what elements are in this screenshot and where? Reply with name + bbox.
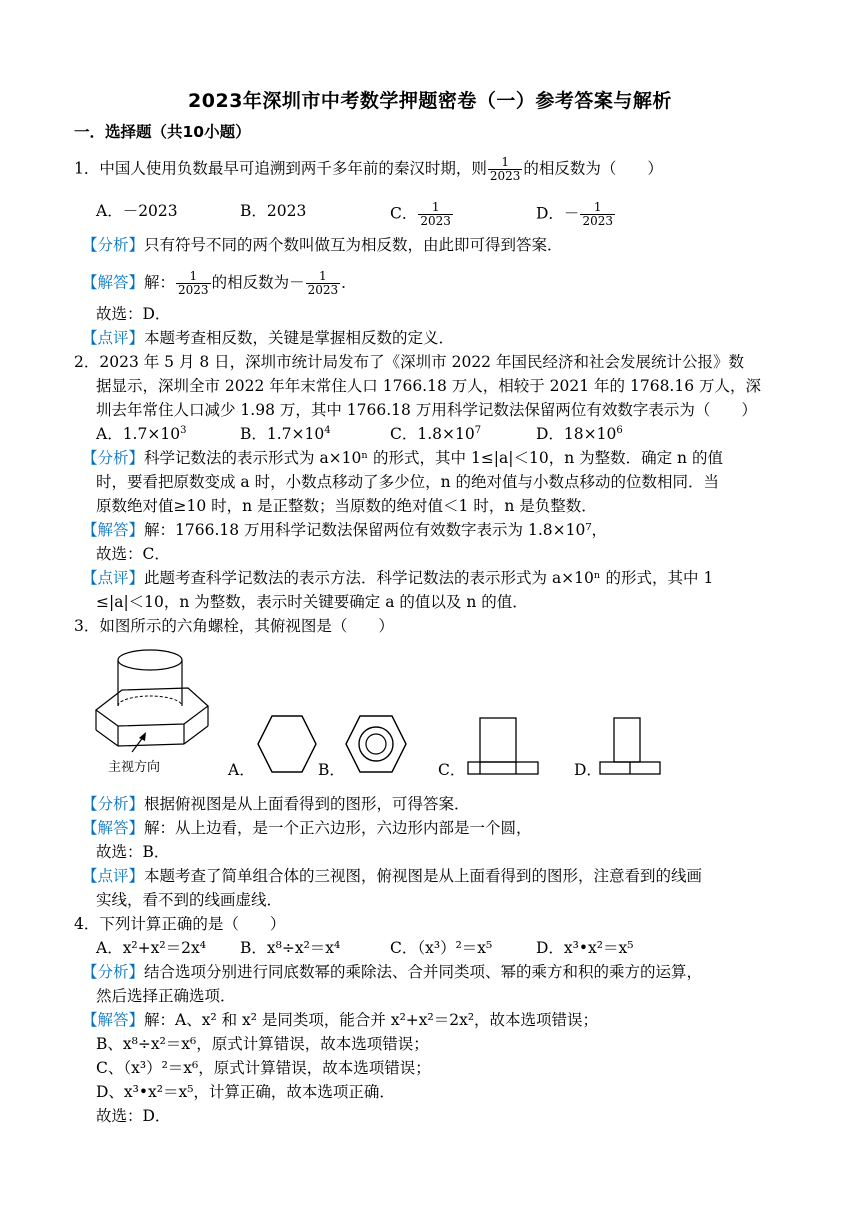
q4-stem: 4．下列计算正确的是（ ） [74, 915, 286, 933]
q2-analysis-text-1: 科学记数法的表示形式为 a×10ⁿ 的形式，其中 1≤|a|＜10，n 为整数．确定 n 的值 [144, 449, 723, 467]
q3-comment-line-2: 实线，看不到的线画虚线． [96, 891, 283, 909]
q1-option-d [536, 201, 616, 228]
q2-option-c-exp: 7 [474, 424, 482, 436]
q2-option-a [96, 424, 186, 444]
q3-comment [82, 866, 702, 886]
comment-tag: 【点评】 [82, 329, 145, 347]
q1-d-denominator: 2023 [582, 214, 613, 228]
answer-tag: 【解答】 [82, 1011, 145, 1029]
q4-option-b: B．x⁸÷x²＝x⁴ [240, 939, 341, 957]
hexagon-option-a [256, 714, 318, 774]
q1-frac-numerator: 1 [488, 156, 523, 170]
q1-ans-denominator: 2023 [178, 283, 209, 297]
q4-choice: 故选：D． [96, 1107, 171, 1125]
q1-fraction [488, 156, 523, 183]
q3-option-d-label: D． [574, 761, 602, 779]
q2-option-b-text: B．1.7×10 [240, 425, 325, 443]
q2-analysis-line-3: 原数绝对值≥10 时，n 是正整数；当原数的绝对值＜1 时，n 是负整数． [96, 497, 597, 515]
q1-option-a: A．－2023 [96, 202, 178, 220]
q1-choice: 故选：D． [96, 305, 171, 323]
answer-tag: 【解答】 [82, 819, 145, 837]
analysis-tag: 【分析】 [82, 963, 145, 981]
page-title: 2023年深圳市中考数学押题密卷（一）参考答案与解析 [188, 90, 672, 112]
q3-answer [82, 818, 532, 838]
q1-answer-end: ． [341, 273, 357, 292]
q4-option-c: C．（x³）²＝x⁵ [390, 939, 493, 957]
q3-option-c-label: C． [438, 761, 466, 779]
q1-ans2-denominator: 2023 [307, 283, 339, 297]
q4-answer-line-c: C、（x³）²＝x⁶，原式计算错误，故本选项错误； [96, 1059, 431, 1077]
q1-ans2-numerator: 1 [306, 270, 341, 284]
q2-analysis [82, 448, 723, 468]
hexagon-with-circle-option-b [344, 714, 408, 774]
q1-d-numerator: 1 [580, 201, 615, 215]
q2-comment [82, 568, 713, 588]
q3-option-b-label: B． [318, 761, 345, 779]
q2-answer [82, 520, 607, 540]
q3-answer-text: 解：从上边看，是一个正六边形，六边形内部是一个圆， [144, 819, 532, 837]
q4-answer-line-b: B、x⁸÷x²＝x⁶，原式计算错误，故本选项错误； [96, 1035, 429, 1053]
q4-option-a: A．x²+x²＝2x⁴ [96, 939, 206, 957]
q1-comment [82, 328, 454, 348]
q4-analysis-text-1: 结合选项分别进行同底数幂的乘除法、合并同类项、幂的乘方和积的乘方的运算， [144, 963, 703, 981]
q4-answer-line-d: D、x³•x²＝x⁵，计算正确，故本选项正确． [96, 1083, 395, 1101]
q2-analysis-line-2: 时，要看把原数变成 a 时，小数点移动了多少位，n 的绝对值与小数点移动的位数相同．当 [96, 473, 720, 491]
q1-answer-prefix: 解： [144, 273, 176, 292]
front-view-option-c [466, 716, 542, 776]
q2-stem-line-2: 据显示，深圳全市 2022 年年末常住人口 1766.18 万人，相较于 2021 年的 1768.16 万人，深 [96, 377, 762, 395]
q1-ans-numerator: 1 [176, 270, 211, 284]
q1-stem-text: 1．中国人使用负数最早可追溯到两千多年前的秦汉时期，则 [74, 159, 487, 178]
q3-option-a-label: A． [228, 761, 255, 779]
q1-option-c-label: C． [390, 204, 418, 223]
side-view-option-d [598, 716, 664, 776]
q1-analysis [82, 235, 563, 255]
analysis-tag: 【分析】 [82, 449, 145, 467]
q2-stem-line-1: 2．2023 年 5 月 8 日，深圳市统计局发布了《深圳市 2022 年国民经济和社会发展统计公报》数 [74, 353, 744, 371]
q1-comment-text: 本题考查相反数，关键是掌握相反数的定义． [144, 329, 455, 347]
q4-analysis [82, 962, 702, 982]
comment-tag: 【点评】 [82, 867, 145, 885]
q2-option-b-exp: 4 [324, 424, 331, 436]
q2-option-d [536, 424, 623, 444]
q2-option-c [390, 424, 481, 444]
q2-option-d-text: D．18×10 [536, 425, 617, 443]
figure-caption: 主视方向 [108, 760, 161, 775]
hex-bolt-figure [92, 644, 222, 764]
q2-comment-line-2: ≤|a|＜10，n 为整数，表示时关键要确定 a 的值以及 n 的值． [96, 593, 528, 611]
q2-option-c-text: C．1.8×10 [390, 425, 475, 443]
q2-comment-text-1: 此题考查科学记数法的表示方法．科学记数法的表示形式为 a×10ⁿ 的形式，其中 1 [144, 569, 714, 587]
q4-answer-text: 解：A、x² 和 x² 是同类项，能合并 x²+x²＝2x²，故本选项错误； [144, 1011, 599, 1029]
q1-answer [82, 270, 357, 297]
answer-tag: 【解答】 [82, 521, 145, 539]
q4-option-d: D．x³•x²＝x⁵ [536, 939, 634, 957]
q3-comment-text-1: 本题考查了简单组合体的三视图，俯视图是从上面看得到的图形，注意看到的线画 [144, 867, 703, 885]
q4-answer [82, 1010, 598, 1030]
q1-answer-mid: 的相反数为－ [211, 273, 305, 292]
q3-analysis-text: 根据俯视图是从上面看得到的图形，可得答案． [144, 795, 470, 813]
q1-stem-end: 的相反数为（ ） [523, 159, 663, 178]
q1-option-d-label: D．－ [536, 204, 580, 223]
section-heading: 一．选择题（共10小题） [74, 123, 251, 141]
analysis-tag: 【分析】 [82, 236, 145, 254]
q2-option-d-exp: 6 [616, 424, 623, 436]
q1-option-c [390, 201, 454, 228]
comment-tag: 【点评】 [82, 569, 145, 587]
q2-answer-text: 解：1766.18 万用科学记数法保留两位有效数字表示为 1.8×10⁷， [144, 521, 608, 539]
q3-choice: 故选：B． [96, 843, 170, 861]
q2-choice: 故选：C． [96, 545, 170, 563]
q1-option-b: B．2023 [240, 202, 307, 220]
q3-stem: 3．如图所示的六角螺栓，其俯视图是（ ） [74, 617, 394, 635]
q4-analysis-line-2: 然后选择正确选项． [96, 987, 236, 1005]
q1-c-denominator: 2023 [420, 214, 451, 228]
q1-frac-denominator: 2023 [489, 169, 521, 183]
answer-tag: 【解答】 [82, 273, 145, 292]
q2-option-b [240, 424, 331, 444]
q2-option-a-text: A．1.7×10 [96, 425, 181, 443]
q2-stem-line-3: 圳去年常住人口减少 1.98 万，其中 1766.18 万用科学记数法保留两位有效数字表示为（ ） [96, 401, 757, 419]
q1-c-numerator: 1 [418, 201, 453, 215]
analysis-tag: 【分析】 [82, 795, 145, 813]
q1-analysis-text: 只有符号不同的两个数叫做互为相反数，由此即可得到答案． [144, 236, 563, 254]
q2-option-a-exp: 3 [180, 424, 187, 436]
question-1-stem [74, 156, 663, 183]
q3-analysis [82, 794, 470, 814]
